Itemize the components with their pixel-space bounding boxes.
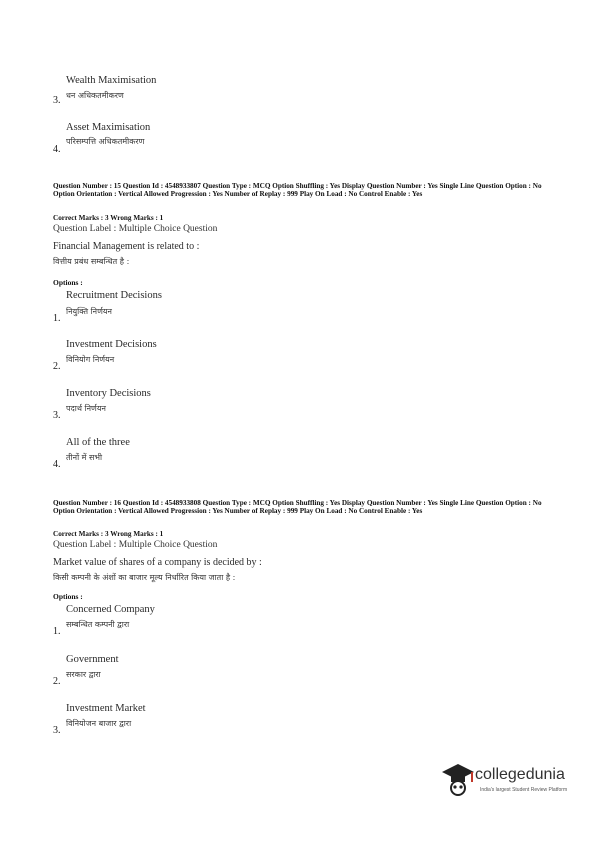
option-text-hi: सम्बन्धित कम्पनी द्वारा (66, 620, 130, 629)
collegedunia-logo (440, 760, 580, 805)
logo-name: collegedunia (475, 766, 565, 783)
logo-tagline: India's largest Student Review Platform (480, 787, 568, 793)
question-label: Question Label : Multiple Choice Question (53, 224, 218, 234)
option-text-en: Recruitment Decisions (66, 290, 162, 301)
question-text-hi: किसी कम्पनी के अंशों का बाजार मूल्य निर्धारित किया जाता है : (53, 573, 236, 582)
option-text-hi: सरकार द्वारा (66, 670, 101, 679)
option-number: 1. (53, 313, 61, 324)
question-text-hi: वित्तीय प्रबंध सम्बन्धित है : (53, 257, 130, 266)
option-text-en: Wealth Maximisation (66, 75, 157, 86)
option-text-en: Concerned Company (66, 604, 155, 615)
question-meta: Question Number : 16 Question Id : 4548933808 Question Type : MCQ Option Shuffling : Yes Display Question Number : Yes Single Line Question Option : No Option Orientation : Vertical Allowed Progression : Yes Number of Replay : 999 Play On Load : No Control Enable : Yes (53, 499, 542, 515)
option-text-en: Government (66, 654, 119, 665)
question-text-en: Market value of shares of a company is decided by : (53, 557, 262, 568)
option-number: 4. (53, 144, 61, 155)
option-text-hi: नियुक्ति निर्णयन (66, 307, 112, 316)
option-number: 3. (53, 95, 61, 106)
options-heading: Options : (53, 592, 83, 601)
option-text-hi: विनियोग निर्णयन (66, 355, 115, 364)
option-text-en: Inventory Decisions (66, 388, 151, 399)
option-number: 2. (53, 676, 61, 687)
option-number: 3. (53, 725, 61, 736)
option-text-en: Asset Maximisation (66, 122, 151, 133)
question-marks: Correct Marks : 3 Wrong Marks : 1 (53, 530, 164, 538)
graduation-cap-icon (440, 760, 476, 800)
option-number: 2. (53, 361, 61, 372)
option-text-en: Investment Market (66, 703, 146, 714)
question-marks: Correct Marks : 3 Wrong Marks : 1 (53, 214, 164, 222)
option-text-hi: परिसम्पत्ति अधिकतमीकरण (66, 137, 145, 146)
question-meta: Question Number : 15 Question Id : 4548933807 Question Type : MCQ Option Shuffling : Yes Display Question Number : Yes Single Line Question Option : No Option Orientation : Vertical Allowed Progression : Yes Number of Replay : 999 Play On Load : No Control Enable : Yes (53, 182, 542, 198)
question-label: Question Label : Multiple Choice Question (53, 540, 218, 550)
options-heading: Options : (53, 278, 83, 287)
option-text-hi: धन अधिकतमीकरण (66, 91, 124, 100)
option-text-hi: तीनों में सभी (66, 453, 103, 462)
option-number: 3. (53, 410, 61, 421)
option-text-hi: विनियोजन बाजार द्वारा (66, 719, 132, 728)
option-text-en: Investment Decisions (66, 339, 157, 350)
option-number: 1. (53, 626, 61, 637)
option-number: 4. (53, 459, 61, 470)
option-text-en: All of the three (66, 437, 130, 448)
option-text-hi: पदार्थ निर्णयन (66, 404, 106, 413)
question-text-en: Financial Management is related to : (53, 241, 200, 252)
